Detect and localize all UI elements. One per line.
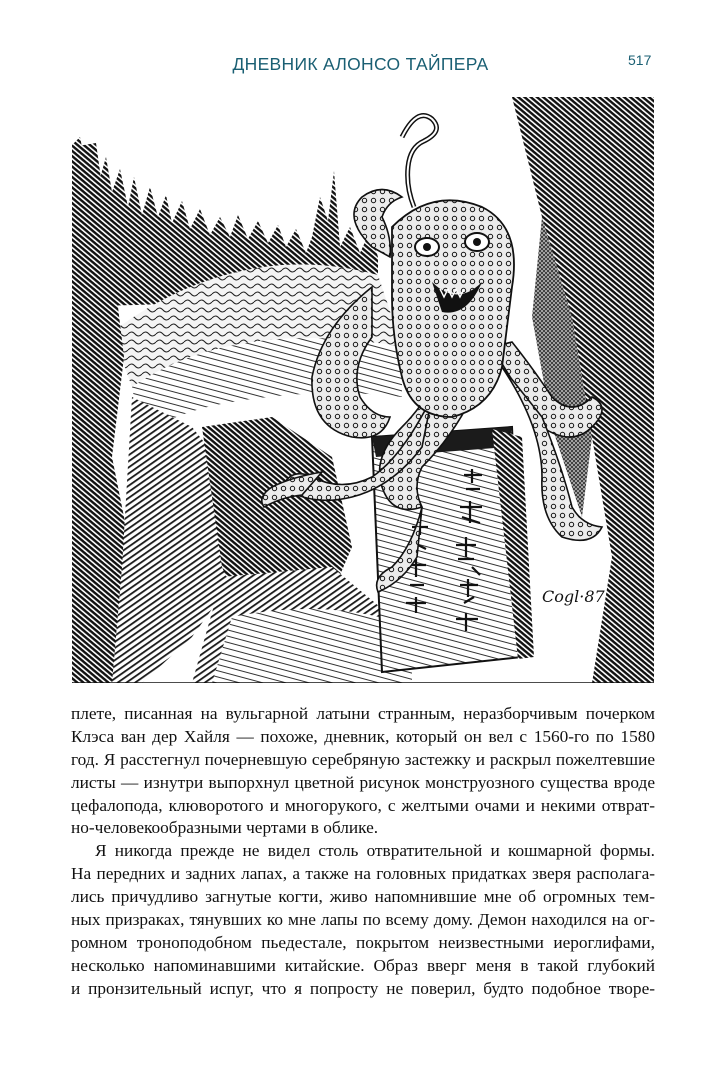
cephalopod-demon-engraving <box>72 97 654 683</box>
illustration <box>72 97 654 683</box>
text-line: лись причудливо загнутые когти, живо напомнившие мне об огромных тем- <box>71 887 655 907</box>
text-line: несколько напоминавшими китайские. Образ вверг меня в такой глубокий <box>71 955 655 975</box>
text-line: плете, писанная на вульгарной латыни странным, неразборчивым почерком <box>71 704 655 723</box>
artist-signature: Cogl·87 <box>542 587 605 606</box>
text-line: Я никогда прежде не видел столь отвратительной и кошмарной формы. <box>95 841 655 861</box>
text-line: год. Я расстегнул почерневшую серебряную застежку и раскрыл пожелтевшие <box>71 749 655 769</box>
body-text <box>71 703 655 1001</box>
text-line: ных призраках, тянувших ко мне лапы по всему дому. Демон находился на ог- <box>71 910 655 930</box>
text-line: и пронзительный испуг, что я попросту не поверил, будто подобное творе- <box>71 978 655 998</box>
text-line: листы — изнутри выпорхнул цветной рисунок монструозного существа вроде <box>71 772 655 792</box>
text-line: цефалопода, клюворотого и многорукого, с желтыми очами и некими отврат- <box>71 795 655 815</box>
text-line: На передних и задних лапах, а также на головных придатках зверя располага- <box>71 864 655 884</box>
text-line: Клэса ван дер Хайля — похоже, дневник, который он вел с 1560-го по 1580 <box>71 726 655 746</box>
running-head-title: ДНЕВНИК АЛОНСО ТАЙПЕРА <box>232 54 489 74</box>
text-line: но-человекообразными чертами в облике. <box>71 818 379 838</box>
text-line: ромном троноподобном пьедестале, покрытом неизвестными иероглифами, <box>71 932 655 952</box>
page-number: 517 <box>628 52 652 68</box>
